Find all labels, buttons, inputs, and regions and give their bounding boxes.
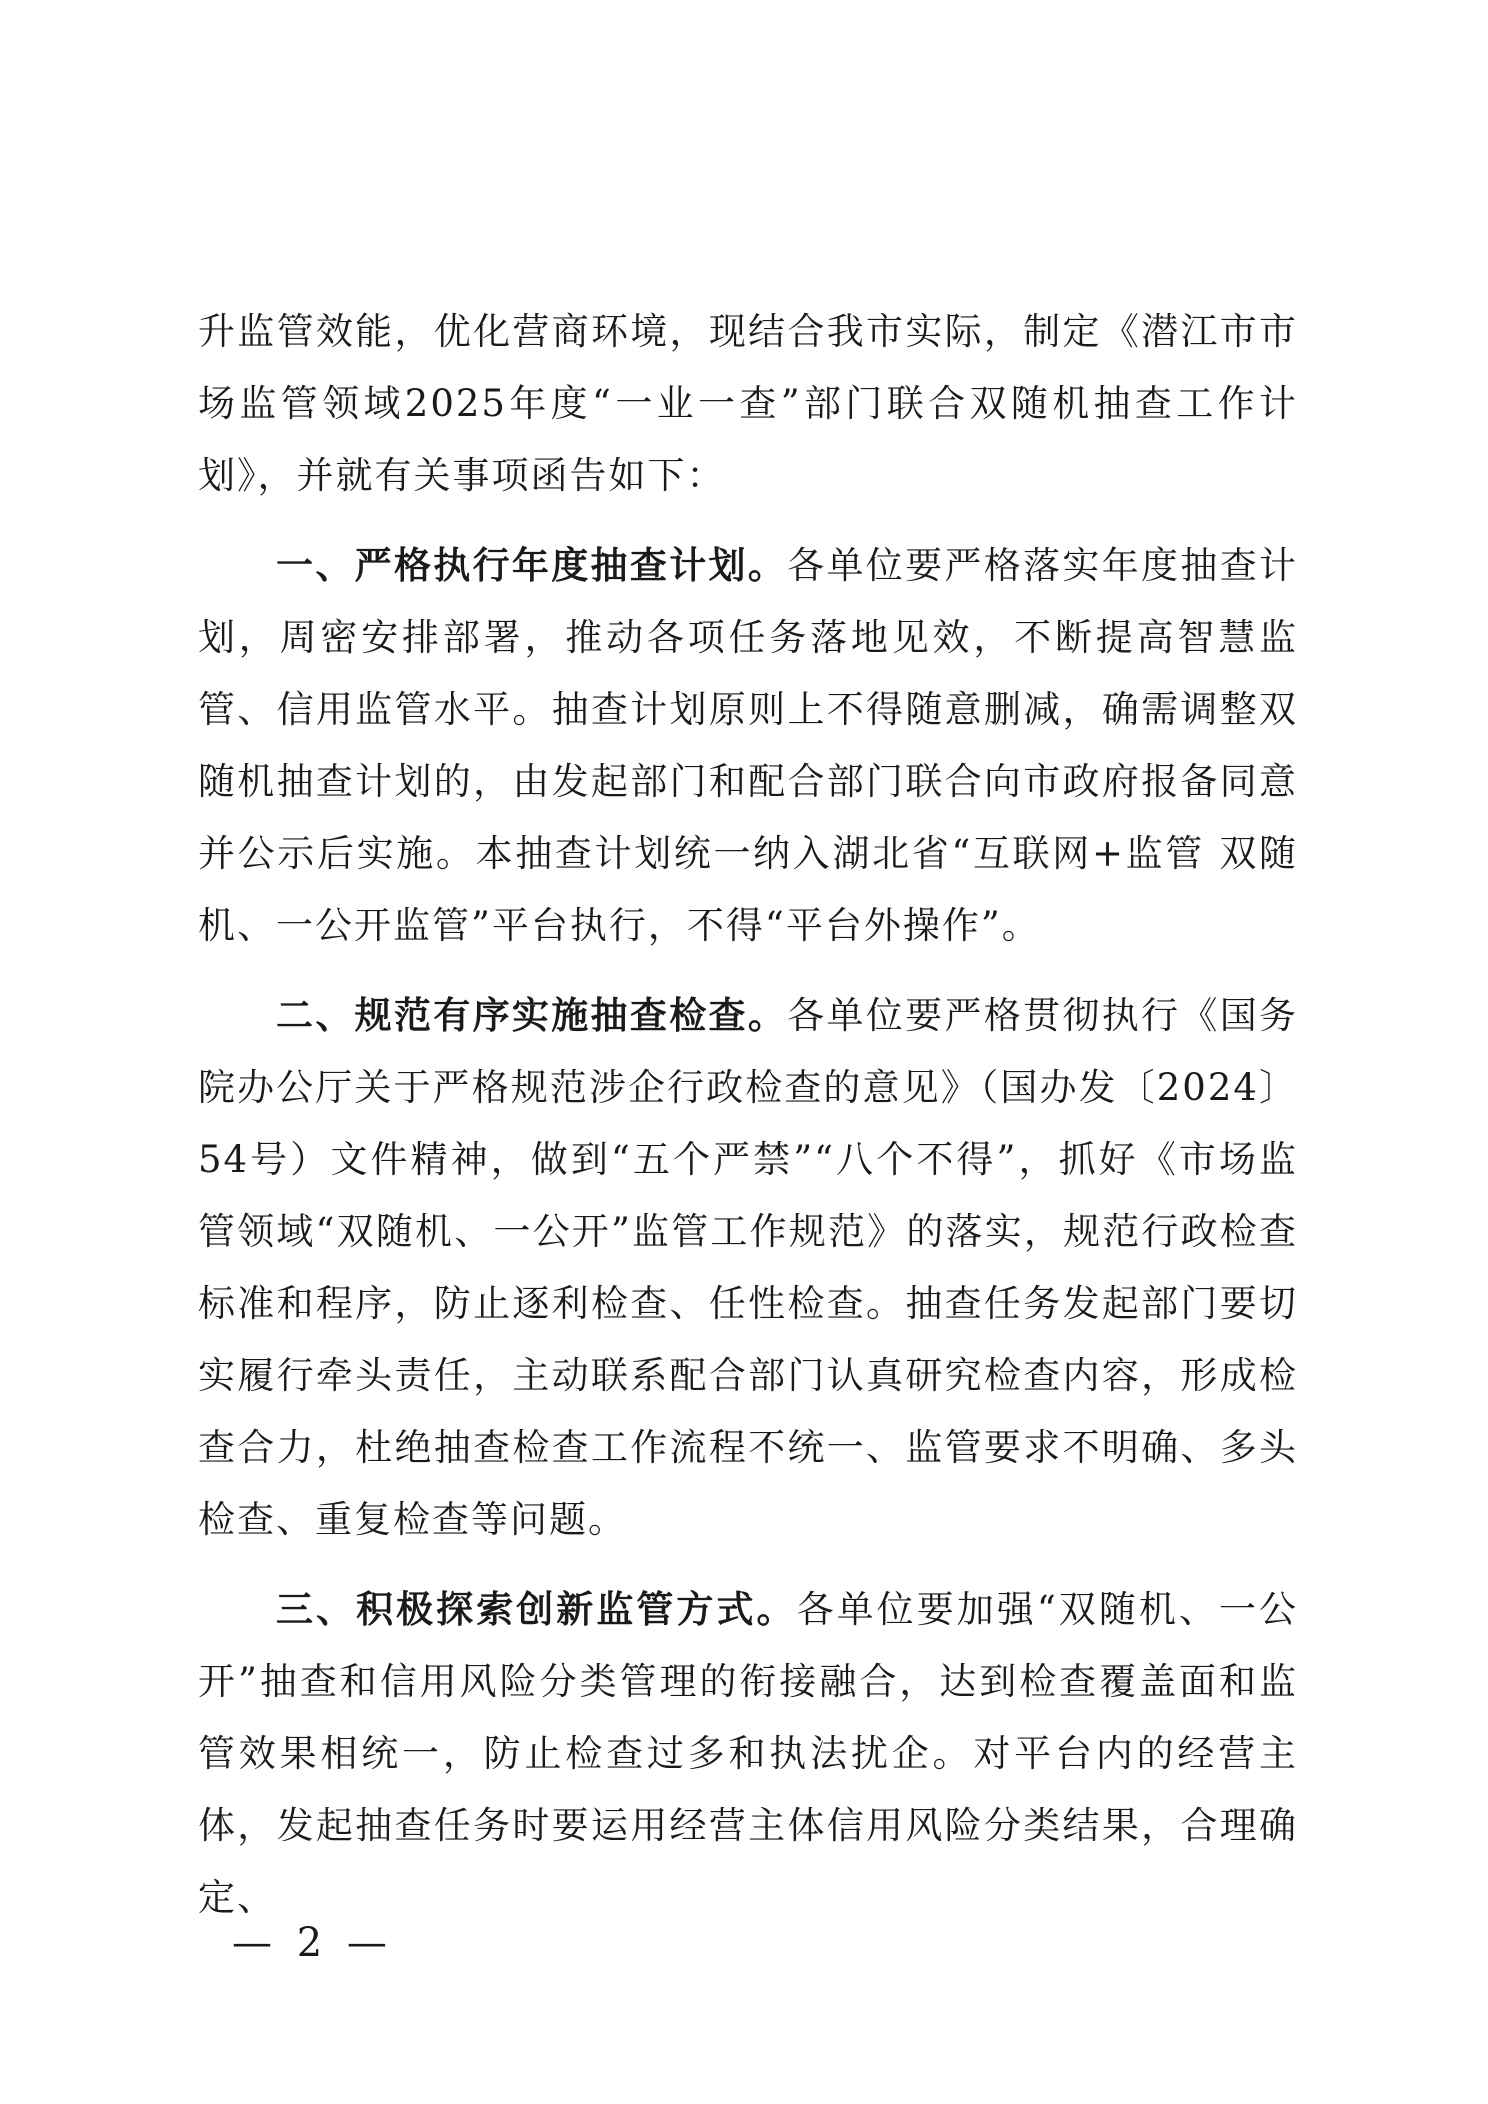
section-3-heading: 三、积极探索创新监管方式。 [276, 1588, 797, 1631]
section-2-text: 各单位要严格贯彻执行《国务院办公厅关于严格规范涉企行政检查的意见》（国办发〔2024〕54号）文件精神，做到“五个严禁”“八个不得”，抓好《市场监管领域“双随机、一公开”监管工作规范》的落实，规范行政检查标准和程序，防止逐利检查、任性检查。抽查任务发起部门要切实履行牵头责任，主动联系配合部门认真研究检查内容，形成检查合力，杜绝抽查检查工作流程不统一、监管要求不明确、多头检查、重复检查等问题。 [198, 994, 1299, 1541]
section-2-heading: 二、规范有序实施抽查检查。 [276, 994, 788, 1037]
section-1-text: 各单位要严格落实年度抽查计划，周密安排部署，推动各项任务落地见效，不断提高智慧监管、信用监管水平。抽查计划原则上不得随意删减，确需调整双随机抽查计划的，由发起部门和配合部门联合向市政府报备同意并公示后实施。本抽查计划统一纳入湖北省“互联网+监管 双随机、一公开监管”平台执行，不得“平台外操作”。 [198, 544, 1299, 947]
page-number: — 2 — [232, 1920, 393, 1966]
paragraph-section-3 [198, 1574, 1298, 1934]
paragraph-section-1 [198, 530, 1298, 962]
section-1-heading: 一、严格执行年度抽查计划。 [276, 544, 788, 587]
document-body [198, 296, 1298, 1952]
paragraph-text: 升监管效能，优化营商环境，现结合我市实际，制定《潜江市市场监管领域2025年度“一业一查”部门联合双随机抽查工作计划》，并就有关事项函告如下： [198, 310, 1298, 497]
paragraph-section-2 [198, 980, 1298, 1556]
section-3-text: 各单位要加强“双随机、一公开”抽查和信用风险分类管理的衔接融合，达到检查覆盖面和监管效果相统一，防止检查过多和执法扰企。对平台内的经营主体，发起抽查任务时要运用经营主体信用风险分类结果，合理确定、 [198, 1588, 1298, 1919]
paragraph-intro-continuation [198, 296, 1298, 512]
